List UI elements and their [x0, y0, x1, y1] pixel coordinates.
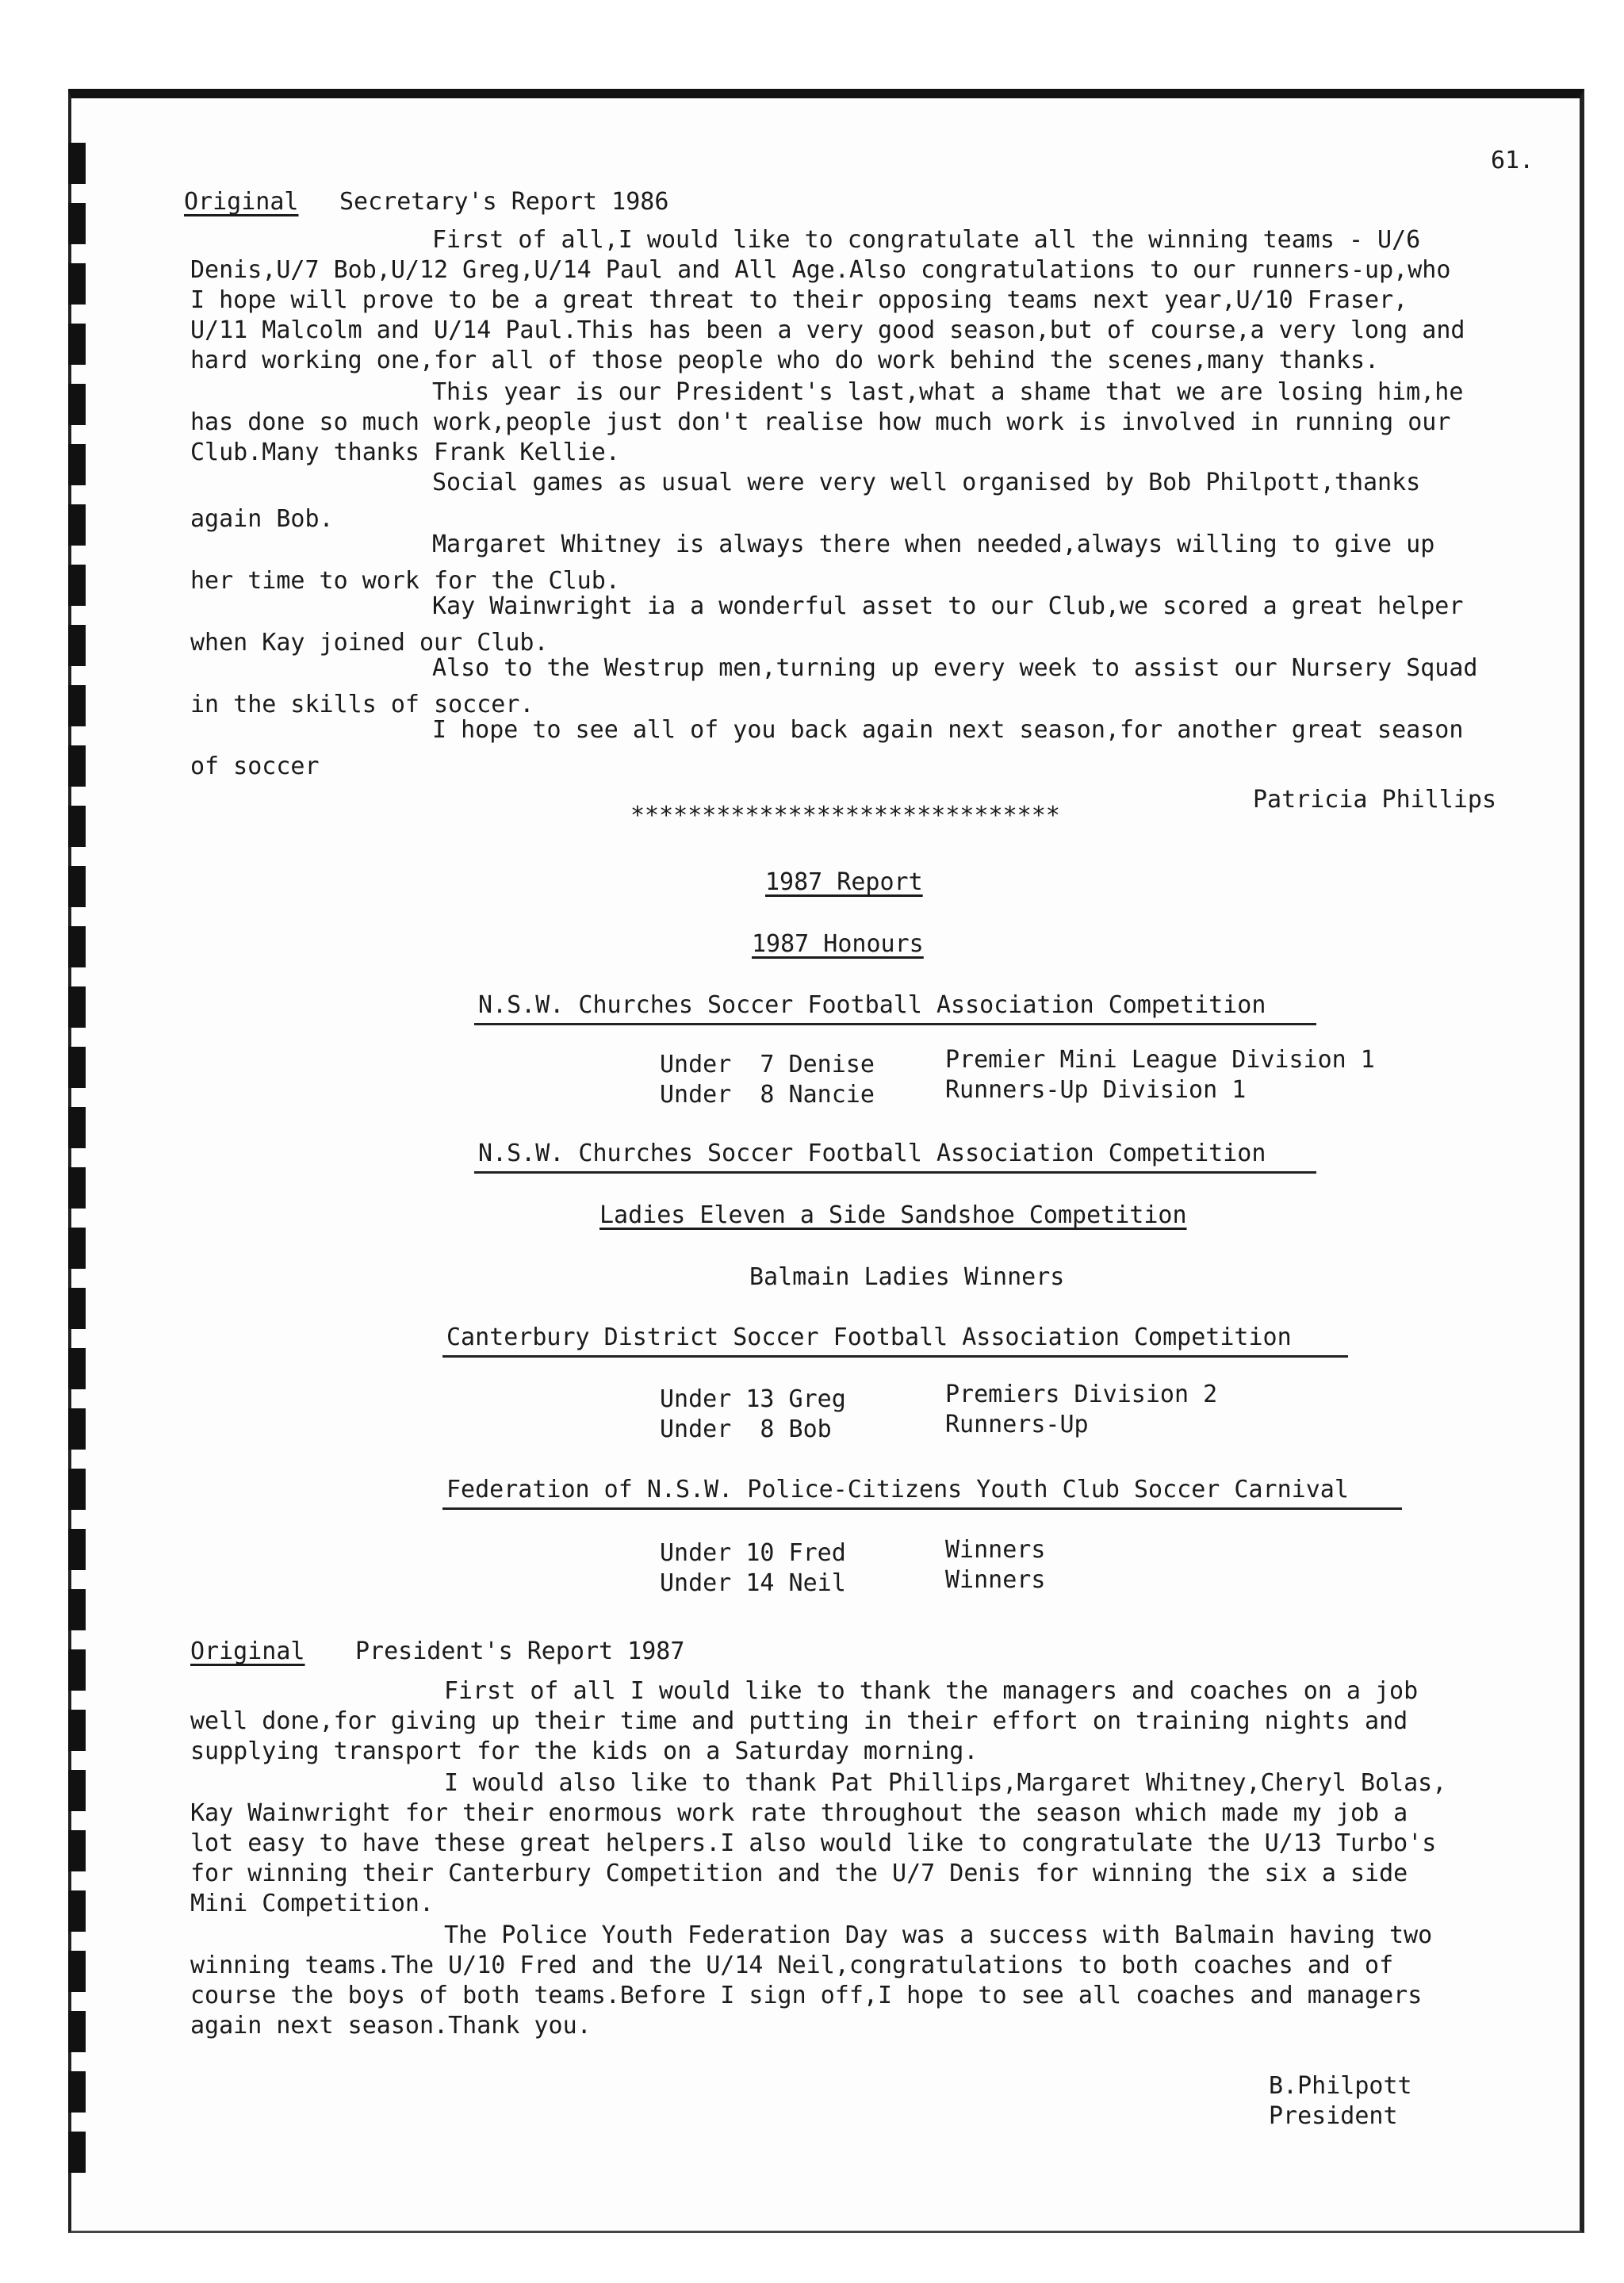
competition-heading: N.S.W. Churches Soccer Football Association Competition: [478, 1140, 1266, 1167]
secretary-line: I hope to see all of you back again next season,for another great season: [432, 716, 1464, 744]
president-line: First of all I would like to thank the managers and coaches on a job: [444, 1677, 1419, 1705]
secretary-line: First of all,I would like to congratulate all the winning teams - U/6: [432, 226, 1421, 254]
competition-heading: Canterbury District Soccer Football Association Competition: [446, 1323, 1292, 1351]
secretary-line: Margaret Whitney is always there when needed,always willing to give up: [432, 531, 1435, 558]
secretary-line: Club.Many thanks Frank Kellie.: [190, 439, 620, 466]
competition-subheading: Ladies Eleven a Side Sandshoe Competition: [599, 1201, 1187, 1229]
honour-team: Under 10 Fred: [660, 1539, 846, 1567]
president-signature-role: President: [1269, 2102, 1398, 2130]
honour-result: Runners-Up Division 1: [945, 1076, 1247, 1104]
secretary-line: again Bob.: [190, 505, 334, 533]
honour-result: Winners: [945, 1566, 1046, 1594]
competition-underline: [442, 1355, 1348, 1358]
secretary-report-title: Secretary's Report 1986: [339, 188, 669, 216]
president-line: lot easy to have these great helpers.I also would like to congratulate the U/13 Turbo's: [190, 1829, 1437, 1857]
president-line: winning teams.The U/10 Fred and the U/14 Neil,congratulations to both coaches and of: [190, 1952, 1394, 1979]
honour-result: Runners-Up: [945, 1411, 1089, 1438]
competition-underline: [474, 1023, 1316, 1025]
competition-underline: [474, 1171, 1316, 1174]
secretary-line: Also to the Westrup men,turning up every week to assist our Nursery Squad: [432, 654, 1478, 682]
president-report-title: President's Report 1987: [355, 1638, 685, 1665]
competition-heading: Federation of N.S.W. Police-Citizens Youth Club Soccer Carnival: [446, 1476, 1349, 1503]
president-line: well done,for giving up their time and putting in their effort on training nights and: [190, 1707, 1408, 1735]
president-line: Mini Competition.: [190, 1890, 435, 1917]
secretary-line: of soccer: [190, 753, 320, 780]
secretary-line: Kay Wainwright ia a wonderful asset to our Club,we scored a great helper: [432, 592, 1464, 620]
president-line: again next season.Thank you.: [190, 2012, 592, 2040]
separator-asterisks: ******************************: [630, 802, 1060, 829]
president-signature-name: B.Philpott: [1269, 2072, 1412, 2100]
president-line: I would also like to thank Pat Phillips,Margaret Whitney,Cheryl Bolas,: [444, 1769, 1447, 1797]
president-line: supplying transport for the kids on a Saturday morning.: [190, 1737, 979, 1765]
secretary-line: U/11 Malcolm and U/14 Paul.This has been a very good season,but of course,a very long and: [190, 316, 1465, 344]
page-number: 61.: [1491, 147, 1534, 174]
president-line: for winning their Canterbury Competition and the U/7 Denis for winning the six a side: [190, 1860, 1408, 1887]
honour-result: Premier Mini League Division 1: [945, 1046, 1375, 1074]
president-line: Kay Wainwright for their enormous work rate throughout the season which made my job a: [190, 1799, 1408, 1827]
report-1987-title: 1987 Report: [765, 868, 923, 896]
secretary-line: has done so much work,people just don't realise how much work is involved in running our: [190, 408, 1451, 436]
secretary-line: Social games as usual were very well organised by Bob Philpott,thanks: [432, 469, 1421, 496]
competition-heading: N.S.W. Churches Soccer Football Association Competition: [478, 991, 1266, 1019]
honour-team: Under 8 Bob: [660, 1415, 832, 1443]
competition-underline: [442, 1507, 1402, 1510]
secretary-line: I hope will prove to be a great threat to their opposing teams next year,U/10 Fraser,: [190, 286, 1408, 314]
competition-result: Balmain Ladies Winners: [749, 1263, 1065, 1291]
honour-team: Under 13 Greg: [660, 1385, 846, 1413]
president-line: course the boys of both teams.Before I sign off,I hope to see all coaches and managers: [190, 1982, 1423, 2009]
honour-result: Winners: [945, 1536, 1046, 1564]
honour-result: Premiers Division 2: [945, 1381, 1218, 1408]
secretary-line: hard working one,for all of those people who do work behind the scenes,many thanks.: [190, 347, 1380, 374]
honour-team: Under 7 Denise: [660, 1051, 875, 1078]
secretary-line: when Kay joined our Club.: [190, 629, 549, 657]
president-original-label: Original: [190, 1638, 305, 1665]
secretary-line: her time to work for the Club.: [190, 567, 620, 595]
honour-team: Under 8 Nancie: [660, 1081, 875, 1109]
binding-holes: [68, 143, 86, 2204]
honour-team: Under 14 Neil: [660, 1569, 846, 1597]
president-line: The Police Youth Federation Day was a success with Balmain having two: [444, 1921, 1433, 1949]
secretary-line: in the skills of soccer.: [190, 691, 534, 718]
secretary-original-label: Original: [184, 188, 299, 216]
secretary-signature: Patricia Phillips: [1253, 786, 1497, 814]
honours-1987-title: 1987 Honours: [752, 930, 924, 958]
secretary-line: This year is our President's last,what a shame that we are losing him,he: [432, 378, 1464, 406]
secretary-line: Denis,U/7 Bob,U/12 Greg,U/14 Paul and All Age.Also congratulations to our runners-up,who: [190, 256, 1451, 284]
